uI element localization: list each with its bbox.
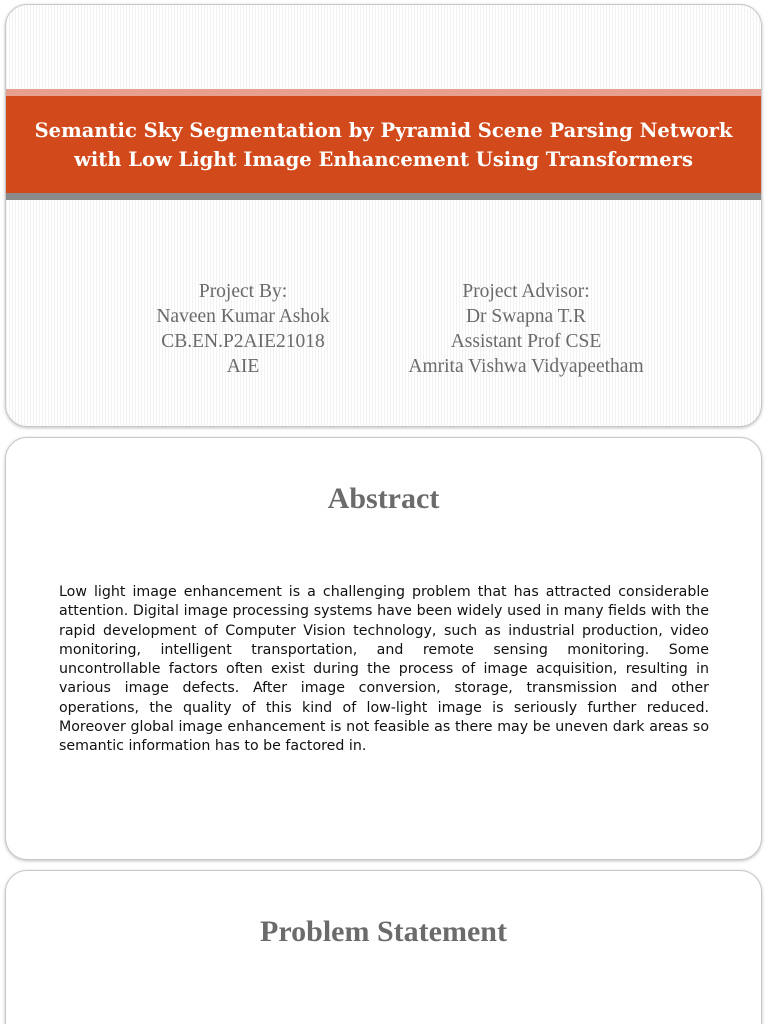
- band-bottom-accent: [6, 193, 761, 200]
- project-by-label: Project By:: [198, 281, 288, 302]
- advisor-name: Dr Swapna T.R: [465, 306, 587, 327]
- project-by-block: [123, 279, 363, 379]
- title-line-2: with Low Light Image Enhancement Using Transformers: [74, 147, 693, 171]
- abstract-heading: Abstract: [327, 482, 440, 515]
- problem-statement-heading: Problem Statement: [260, 915, 507, 948]
- main-title: [15, 116, 753, 174]
- author-department: AIE: [226, 356, 260, 377]
- abstract-slide: [5, 437, 762, 860]
- author-name: Naveen Kumar Ashok: [156, 306, 330, 327]
- problem-statement-slide: [5, 870, 762, 1024]
- advisor-institution: Amrita Vishwa Vidyapeetham: [408, 356, 644, 377]
- author-roll-number: CB.EN.P2AIE21018: [161, 331, 325, 352]
- band-top-accent: [6, 89, 761, 96]
- abstract-body: Low light image enhancement is a challenging problem that has attracted considerable attention. Digital image processing systems have been widely used in many fields with the rapid development of Computer Vision technology, such as industrial production, video monitoring, intelligent transportation, and remote sensing monitoring. Some uncontrollable factors often exist during the process of image acquisition, resulting in various image defects. After image conversion, storage, transmission and other operations, the quality of this kind of low-light image is seriously further reduced. Moreover global image enhancement is not feasible as there may be uneven dark areas so semantic information has to be factored in.: [59, 584, 709, 755]
- title-band: [6, 96, 761, 193]
- advisor-designation: Assistant Prof CSE: [450, 331, 602, 352]
- project-advisor-label: Project Advisor:: [462, 281, 590, 302]
- title-line-1: Semantic Sky Segmentation by Pyramid Scene Parsing Network: [34, 118, 733, 142]
- project-advisor-block: [386, 279, 666, 379]
- title-slide: [5, 4, 762, 427]
